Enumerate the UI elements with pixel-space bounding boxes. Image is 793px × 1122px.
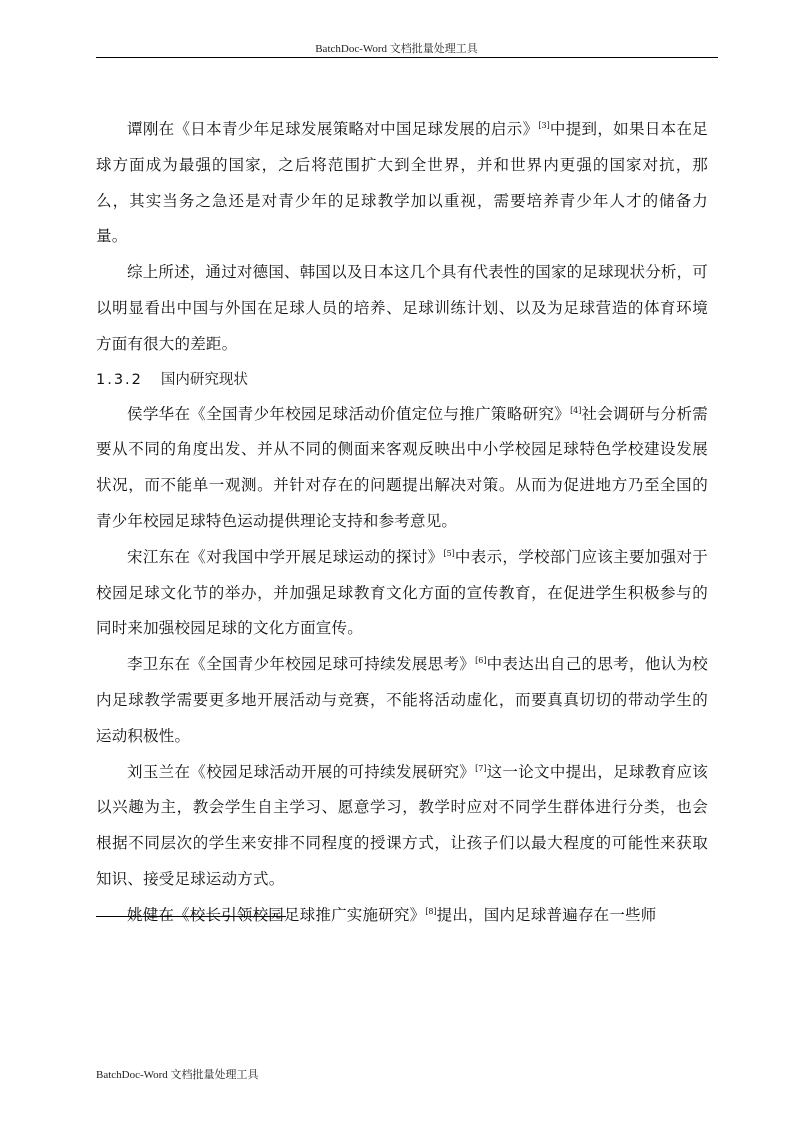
paragraph-liu-yulan — [96, 755, 708, 898]
citation-ref: [4] — [570, 405, 582, 415]
paragraph-text: 中表示，学校部门应该主要加强对于校园足球文化节的举办，并加强足球教育文化方面的宣传教育，在促进学生积极参与的同时来加强校园足球的文化方面宣传。 — [96, 547, 708, 638]
paragraph-text: 提出，国内足球普遍存在一些师 — [436, 905, 657, 924]
paragraph-text: 社会调研与分析需要从不同的角度出发、并从不同的侧面来客观反映出中小学校园足球特色学校建设发展状况，而不能单一观测。并针对存在的问题提出解决对策。从而为促进地方乃至全国的青少年校园足球特色运动提供理论支持和参考意见。 — [96, 404, 708, 530]
citation-ref: [8] — [425, 906, 437, 916]
page-footer: BatchDoc-Word 文档批量处理工具 — [96, 1069, 259, 1081]
footnote-divider — [96, 916, 286, 917]
section-heading — [96, 363, 708, 397]
paragraph-text: 中表达出自己的思考，他认为校内足球教学需要更多地开展活动与竞赛，不能将活动虚化，而要真真切切的带动学生的运动积极性。 — [96, 655, 708, 745]
paragraph-hou-xuehua — [96, 397, 708, 540]
section-title: 国内研究现状 — [160, 371, 248, 388]
paragraph-text: 姚健在《校长引领校园足球推广实施研究》 — [127, 905, 426, 924]
paragraph-tan-gang — [96, 112, 708, 255]
citation-ref: [3] — [538, 120, 550, 130]
paragraph-text: 刘玉兰在《校园足球活动开展的可持续发展研究》 — [127, 762, 476, 781]
section-number: 1.3.2 — [96, 371, 143, 388]
paragraph-text: 这一论文中提出，足球教育应该以兴趣为主，教会学生自主学习、愿意学习，教学时应对不同学生群体进行分类，也会根据不同层次的学生来安排不同程度的授课方式，让孩子们以最大程度的可能性来获取知识、接受足球运动方式。 — [96, 762, 708, 888]
page-header: BatchDoc-Word 文档批量处理工具 — [315, 43, 478, 55]
header-divider — [96, 57, 718, 58]
paragraph-text: 李卫东在《全国青少年校园足球可持续发展思考》 — [127, 655, 476, 674]
paragraph-text: 谭刚在《日本青少年足球发展策略对中国足球发展的启示》 — [127, 120, 539, 138]
paragraph-summary: 综上所述，通过对德国、韩国以及日本这几个具有代表性的国家的足球现状分析，可以明显看出中国与外国在足球人员的培养、足球训练计划、以及为足球营造的体育环境方面有很大的差距。 — [96, 263, 708, 353]
citation-ref: [5] — [443, 548, 455, 558]
citation-ref: [7] — [475, 763, 487, 773]
paragraph-li-weidong — [96, 647, 708, 754]
citation-ref: [6] — [475, 656, 487, 665]
paragraph-song-jiangdong — [96, 540, 708, 647]
paragraph-text: 中提到，如果日本在足球方面成为最强的国家，之后将范围扩大到全世界，并和世界内更强的国家对抗，那么，其实当务之急还是对青少年的足球教学加以重视，需要培养青少年人才的储备力量。 — [96, 120, 708, 246]
paragraph-text: 侯学华在《全国青少年校园足球活动价值定位与推广策略研究》 — [127, 404, 571, 423]
document-body — [96, 112, 708, 934]
paragraph-text: 宋江东在《对我国中学开展足球运动的探讨》 — [127, 547, 444, 566]
